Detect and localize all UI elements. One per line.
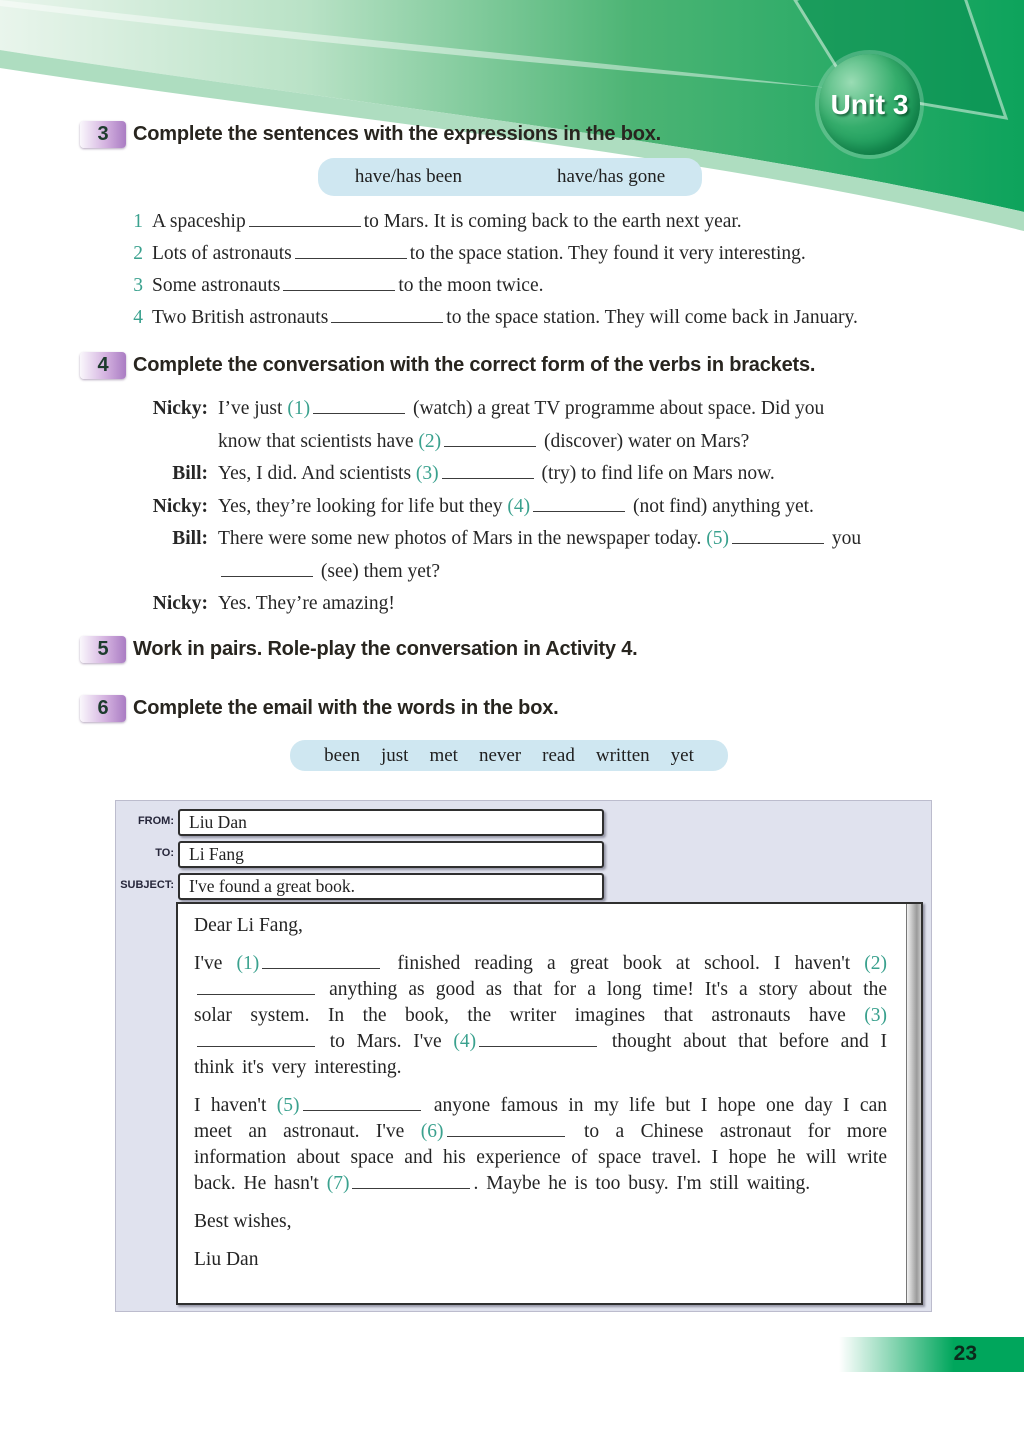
blank-number: (2) bbox=[418, 430, 442, 452]
answer-blank bbox=[221, 561, 313, 577]
speaker-name: Nicky: bbox=[152, 495, 208, 517]
blank-number: (3) bbox=[415, 463, 439, 484]
scrollbar bbox=[906, 904, 921, 1303]
text-run: I’ve just bbox=[218, 398, 288, 419]
speaker-name: Bill: bbox=[172, 528, 208, 549]
text-run: (not find) anything yet. bbox=[628, 495, 814, 517]
blank-number: (1) bbox=[287, 398, 311, 419]
text-run: to a Chinese astronaut for more information about space and his experience of space travel. I hope he will write back. He hasn't bbox=[194, 1121, 887, 1194]
text-run: Some astronauts bbox=[152, 275, 281, 296]
item-text bbox=[152, 302, 858, 334]
text-run: (see) them yet? bbox=[316, 560, 440, 582]
text-run: Dear Li Fang, bbox=[194, 915, 303, 936]
answer-blank bbox=[283, 275, 395, 291]
activity-4-header bbox=[80, 352, 815, 379]
text-run: to Mars. It is coming back to the earth next year. bbox=[363, 211, 742, 232]
blank-number: (2) bbox=[864, 953, 888, 974]
conversation-line bbox=[148, 393, 940, 426]
exercise-item bbox=[130, 270, 942, 302]
item-number: 3 bbox=[133, 275, 143, 296]
expression-option: have/has been bbox=[354, 166, 462, 187]
answer-blank bbox=[533, 496, 625, 512]
blank-number: (3) bbox=[864, 1005, 887, 1026]
text-run: Yes, I did. And scientists bbox=[218, 463, 416, 484]
answer-blank bbox=[197, 1031, 315, 1047]
text-run: know that scientists have bbox=[218, 430, 419, 452]
email-paragraph bbox=[194, 1247, 887, 1273]
item-text bbox=[152, 238, 806, 270]
speaker-name: Nicky: bbox=[152, 398, 208, 419]
email-paragraph bbox=[194, 1209, 887, 1235]
activity-6-header bbox=[80, 695, 559, 722]
to-label: TO: bbox=[155, 847, 174, 859]
text-run: to the space station. They will come back in January. bbox=[446, 307, 858, 328]
text-run: Yes, they’re looking for life but they bbox=[218, 495, 508, 517]
conversation-line bbox=[148, 426, 940, 459]
answer-blank bbox=[197, 979, 315, 995]
blank-number: (1) bbox=[236, 953, 260, 974]
text-run: you bbox=[827, 528, 862, 549]
speaker-name bbox=[148, 556, 208, 589]
speech-text bbox=[218, 588, 395, 621]
speech-text bbox=[218, 458, 775, 491]
expression-option: have/has gone bbox=[556, 166, 666, 187]
box-word: written bbox=[595, 744, 650, 766]
box-word: read bbox=[542, 744, 575, 766]
item-number: 2 bbox=[133, 243, 143, 264]
expression-box bbox=[318, 158, 702, 196]
conversation-line bbox=[148, 491, 940, 524]
email-panel bbox=[115, 800, 932, 1312]
text-run: to Mars. I've bbox=[318, 1031, 454, 1052]
speech-text bbox=[218, 491, 814, 524]
speech-text bbox=[218, 523, 861, 556]
box-word: never bbox=[478, 744, 522, 766]
answer-blank bbox=[447, 1121, 565, 1137]
text-run: A spaceship bbox=[152, 211, 246, 232]
text-run: thought about that before and I think it's very interesting. bbox=[194, 1031, 887, 1078]
blank-number: (6) bbox=[420, 1121, 444, 1142]
activity-3-sentence-list bbox=[130, 206, 942, 334]
speech-text bbox=[218, 426, 749, 459]
email-paragraph bbox=[194, 913, 887, 939]
answer-blank bbox=[479, 1031, 597, 1047]
text-run: (discover) water on Mars? bbox=[539, 430, 750, 452]
speech-text bbox=[218, 393, 824, 426]
answer-blank bbox=[444, 431, 536, 447]
text-run: Two British astronauts bbox=[152, 307, 329, 328]
answer-blank bbox=[295, 243, 407, 259]
item-text bbox=[152, 270, 544, 302]
email-paragraph bbox=[194, 951, 887, 1081]
item-number: 1 bbox=[133, 211, 143, 232]
conversation-line bbox=[148, 523, 940, 556]
answer-blank bbox=[313, 398, 405, 414]
unit-badge bbox=[819, 54, 920, 155]
subject-field: I've found a great book. bbox=[178, 873, 604, 900]
activity-3-header bbox=[80, 121, 661, 148]
unit-badge-label: Unit 3 bbox=[830, 88, 909, 120]
activity-5-header bbox=[80, 636, 637, 663]
box-word: been bbox=[324, 744, 360, 766]
box-word: just bbox=[380, 744, 409, 766]
item-number: 4 bbox=[133, 307, 143, 328]
exercise-item bbox=[130, 302, 942, 334]
exercise-item bbox=[130, 238, 942, 270]
text-run: I haven't bbox=[194, 1095, 277, 1116]
answer-blank bbox=[331, 307, 443, 323]
text-run: (try) to find life on Mars now. bbox=[536, 463, 775, 484]
email-paragraph bbox=[194, 1093, 887, 1197]
answer-blank bbox=[249, 211, 361, 227]
conversation-line bbox=[148, 588, 940, 621]
activity-number-badge: 3 bbox=[80, 121, 126, 148]
email-body bbox=[176, 902, 923, 1305]
answer-blank bbox=[262, 953, 380, 969]
text-run: Best wishes, bbox=[194, 1211, 292, 1232]
conversation bbox=[148, 393, 940, 621]
conversation-line bbox=[148, 556, 940, 589]
text-run: I've bbox=[194, 953, 237, 974]
text-run: anything as good as that for a long time! It's a story about the solar system. In the book, the writer imagines that astronauts have bbox=[194, 979, 887, 1026]
activity-title: Complete the sentences with the expressions in the box. bbox=[133, 123, 662, 145]
conversation-line bbox=[148, 458, 940, 491]
page-number: 23 bbox=[953, 1342, 977, 1365]
text-run: . Maybe he is too busy. I'm still waiting. bbox=[473, 1173, 811, 1194]
blank-number: (4) bbox=[453, 1031, 477, 1052]
activity-title: Complete the conversation with the correct form of the verbs in brackets. bbox=[133, 354, 816, 376]
activity-number-badge: 5 bbox=[80, 636, 126, 663]
blank-number: (5) bbox=[706, 528, 730, 549]
text-run: Yes. They’re amazing! bbox=[218, 593, 395, 614]
answer-blank bbox=[303, 1095, 421, 1111]
speaker-name: Nicky: bbox=[152, 593, 208, 614]
blank-number: (7) bbox=[326, 1173, 350, 1194]
text-run: There were some new photos of Mars in the newspaper today. bbox=[218, 528, 707, 549]
speaker-name bbox=[148, 426, 208, 459]
activity-title: Work in pairs. Role-play the conversation in Activity 4. bbox=[133, 638, 638, 660]
from-label: FROM: bbox=[137, 815, 174, 827]
subject-label: SUBJECT: bbox=[120, 879, 174, 891]
text-run: Liu Dan bbox=[194, 1249, 259, 1270]
email-text bbox=[178, 904, 921, 1303]
text-run: anyone famous in my life but I hope one day I can meet an astronaut. I've bbox=[194, 1095, 887, 1142]
activity-number-badge: 4 bbox=[80, 352, 126, 379]
exercise-item bbox=[130, 206, 942, 238]
speaker-name: Bill: bbox=[172, 463, 208, 484]
text-run: to the space station. They found it very interesting. bbox=[409, 243, 806, 264]
text-run: finished reading a great book at school. I haven't bbox=[383, 953, 865, 974]
answer-blank bbox=[442, 463, 534, 479]
word-box bbox=[290, 740, 728, 771]
page-number-bar bbox=[839, 1337, 1024, 1372]
box-word: yet bbox=[670, 744, 694, 766]
text-run: Lots of astronauts bbox=[152, 243, 292, 264]
activity-number-badge: 6 bbox=[80, 695, 126, 722]
text-run: (watch) a great TV programme about space. Did you bbox=[408, 398, 825, 419]
blank-number: (5) bbox=[276, 1095, 300, 1116]
text-run: to the moon twice. bbox=[398, 275, 544, 296]
box-word: met bbox=[429, 744, 458, 766]
answer-blank bbox=[732, 528, 824, 544]
answer-blank bbox=[352, 1173, 470, 1189]
from-field: Liu Dan bbox=[178, 809, 604, 836]
item-text bbox=[152, 206, 742, 238]
blank-number: (4) bbox=[507, 495, 531, 517]
activity-title: Complete the email with the words in the box. bbox=[133, 697, 559, 719]
speech-text bbox=[218, 556, 440, 589]
to-field: Li Fang bbox=[178, 841, 604, 868]
